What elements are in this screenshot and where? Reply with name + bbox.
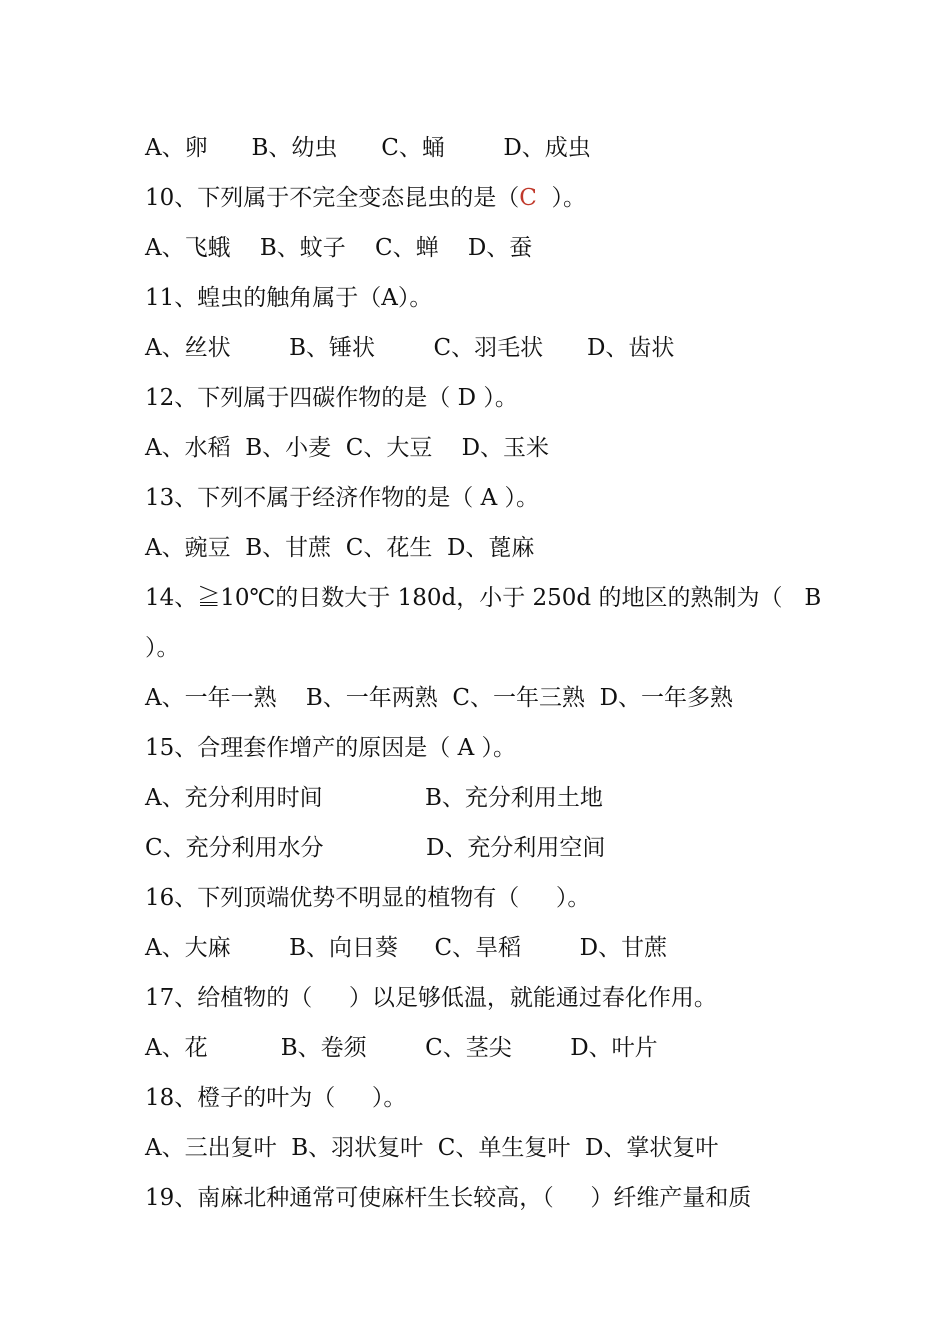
q18-question: 18、橙子的叶为（ ）。	[145, 1085, 407, 1111]
q12-options: A、水稻 B、小麦 C、大豆 D、玉米	[145, 435, 550, 461]
q14-question-cont: ）。	[145, 635, 180, 661]
q19-question: 19、南麻北种通常可使麻杆生长较高，（ ）纤维产量和质	[145, 1185, 752, 1211]
q11-question: 11、蝗虫的触角属于（A）。	[145, 285, 433, 311]
q15-options-ab: A、充分利用时间 B、充分利用土地	[145, 785, 603, 811]
q14-options: A、一年一熟 B、一年两熟 C、一年三熟 D、一年多熟	[145, 685, 734, 711]
q17-options: A、花 B、卷须 C、茎尖 D、叶片	[145, 1035, 658, 1061]
q9-options: A、卵 B、幼虫 C、蛹 D、成虫	[145, 135, 591, 161]
q14-question: 14、≧10℃的日数大于 180d，小于 250d 的地区的熟制为（ B	[145, 585, 822, 611]
q10-answer: C	[519, 185, 537, 211]
q11-options: A、丝状 B、锤状 C、羽毛状 D、齿状	[145, 335, 675, 361]
q13-options: A、豌豆 B、甘蔗 C、花生 D、蓖麻	[145, 535, 535, 561]
q16-options: A、大麻 B、向日葵 C、旱稻 D、甘蔗	[145, 935, 668, 961]
q12-question: 12、下列属于四碳作物的是（ D ）。	[145, 385, 518, 411]
q16-question: 16、下列顶端优势不明显的植物有（ ）。	[145, 885, 591, 911]
q15-question: 15、合理套作增产的原因是（ A ）。	[145, 735, 516, 761]
q10-tail: ）。	[536, 185, 587, 211]
q10-options: A、飞蛾 B、蚊子 C、蝉 D、蚕	[145, 235, 533, 261]
q15-options-cd: C、充分利用水分 D、充分利用空间	[145, 835, 606, 861]
q17-question: 17、给植物的（ ）以足够低温，就能通过春化作用。	[145, 985, 717, 1011]
q10-text: 10、下列属于不完全变态昆虫的是（	[145, 185, 520, 211]
q13-question: 13、下列不属于经济作物的是（ A ）。	[145, 485, 539, 511]
q18-options: A、三出复叶 B、羽状复叶 C、单生复叶 D、掌状复叶	[145, 1135, 719, 1161]
q10-question	[145, 183, 586, 213]
